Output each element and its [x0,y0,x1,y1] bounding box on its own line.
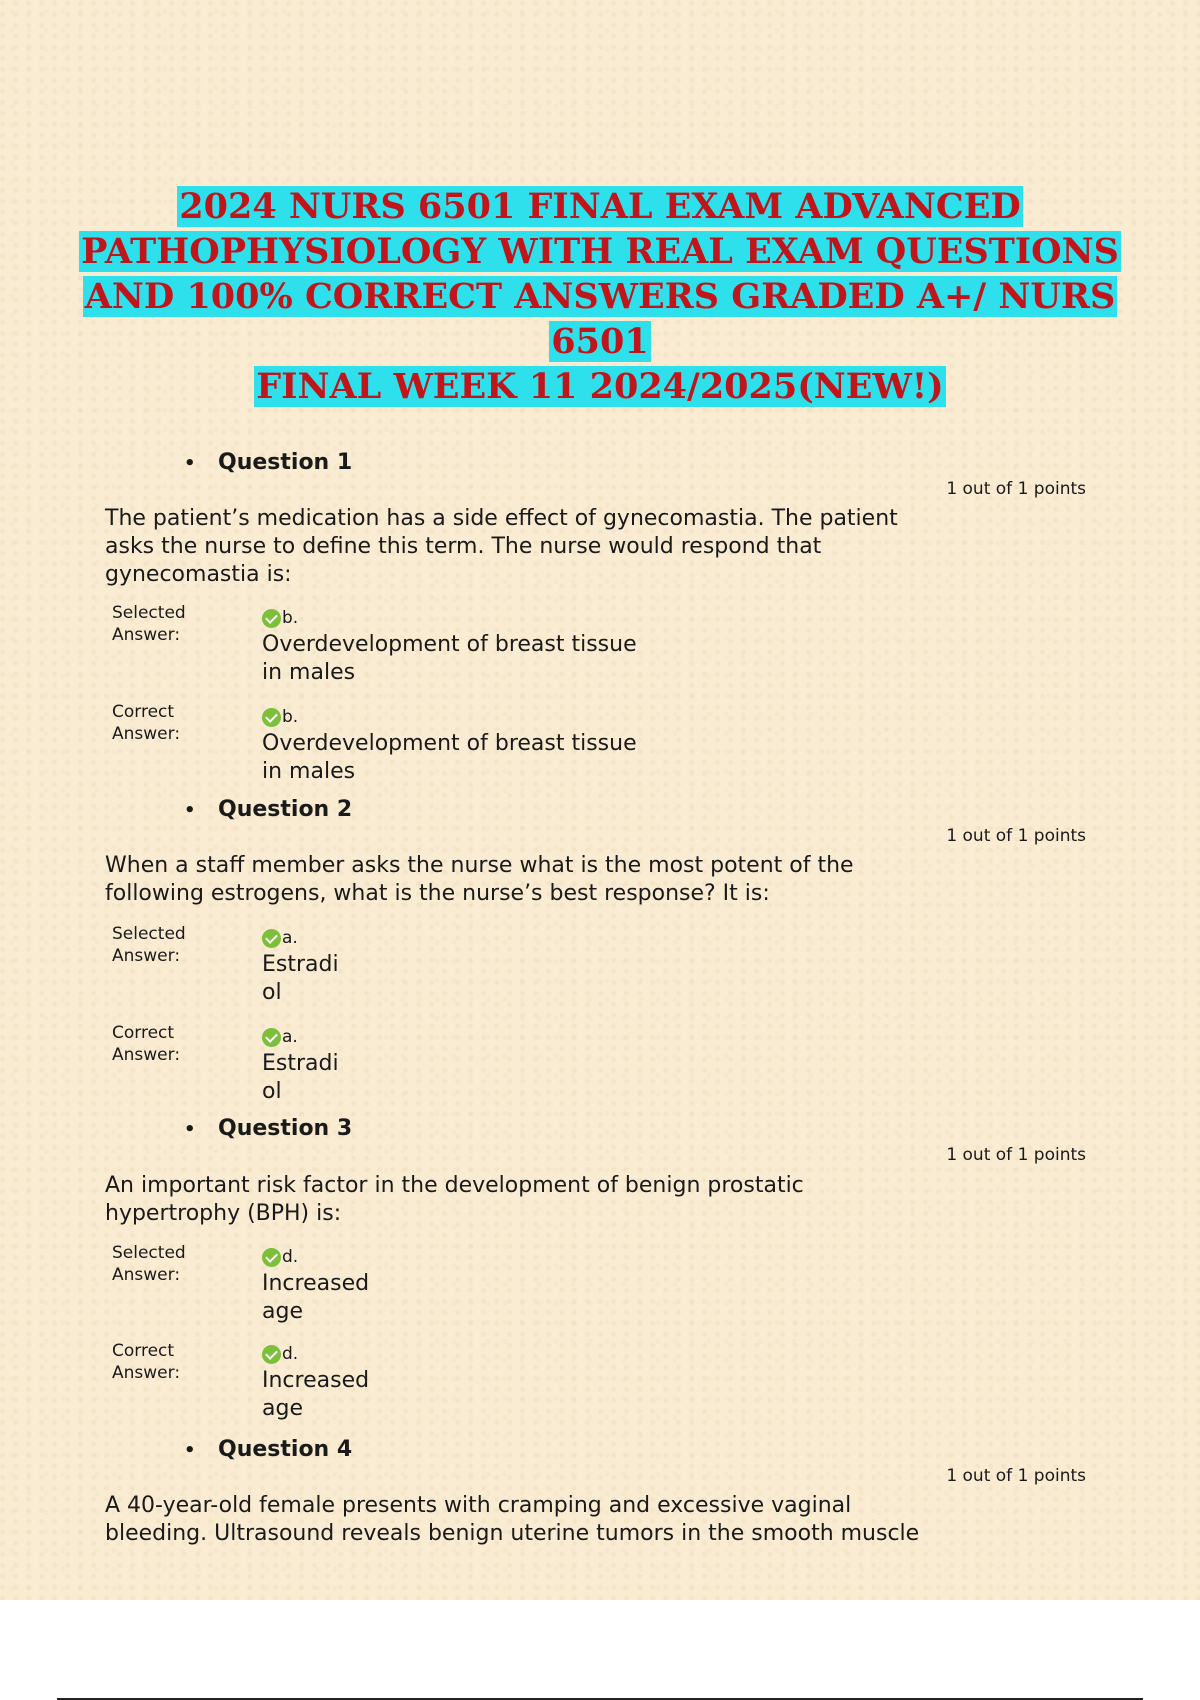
check-icon [262,609,281,628]
question-points: 1 out of 1 points [946,826,1086,846]
check-icon [262,1345,281,1364]
correct-answer-label: Correct Answer: [112,702,181,744]
selected-answer-label: Selected Answer: [112,603,186,645]
answer-letter: d. [282,1344,299,1364]
question-points: 1 out of 1 points [946,1466,1086,1486]
title-line: AND 100% CORRECT ANSWERS GRADED A+/ NURS 6501 [84,276,1116,362]
check-icon [262,1248,281,1267]
bullet: • [184,1440,196,1461]
answer-letter: a. [282,1027,298,1047]
selected-answer [262,607,637,687]
bullet: • [184,800,196,821]
answer-letter: a. [282,928,298,948]
answer-letter: b. [282,707,299,727]
question-text: The patient’s medication has a side effect of gynecomastia. The patient asks the nurse to define this term. The nurse would respond that gynecomastia is: [105,506,898,587]
selected-answer-label: Selected Answer: [112,924,186,966]
check-icon [262,708,281,727]
document-title [40,184,1160,409]
answer-text: Increased age [262,1368,370,1421]
question-text: When a staff member asks the nurse what is the most potent of the following estrogens, what is the nurse’s best response? It is: [105,853,854,906]
selected-answer [262,1246,369,1326]
answer-letter: d. [282,1247,299,1267]
selected-answer [262,927,339,1007]
answer-text: Overdevelopment of breast tissue in males [262,731,637,784]
answer-text: Estradi ol [262,952,339,1005]
question-heading: • Question 1 [184,450,353,475]
check-icon [262,929,281,948]
question-points: 1 out of 1 points [946,479,1086,499]
question-points: 1 out of 1 points [946,1145,1086,1165]
title-line: 2024 NURS 6501 FINAL EXAM ADVANCED [179,186,1021,227]
check-icon [262,1028,281,1047]
title-line: FINAL WEEK 11 2024/2025(NEW!) [256,366,944,407]
bullet: • [184,453,196,474]
question-heading: • Question 4 [184,1437,353,1462]
correct-answer [262,706,637,786]
selected-answer-label: Selected Answer: [112,1243,186,1285]
bullet: • [184,1119,196,1140]
answer-letter: b. [282,608,299,628]
question-heading: • Question 2 [184,797,353,822]
question-text: An important risk factor in the development of benign prostatic hypertrophy (BPH) is: [105,1173,804,1226]
answer-text: Overdevelopment of breast tissue in males [262,632,637,685]
answer-text: Estradi ol [262,1051,339,1104]
answer-text: Increased age [262,1271,370,1324]
correct-answer-label: Correct Answer: [112,1023,181,1065]
question-heading: • Question 3 [184,1116,353,1141]
question-text: A 40-year-old female presents with cramping and excessive vaginal bleeding. Ultrasound reveals benign uterine tumors in the smooth muscle [105,1493,920,1546]
correct-answer-label: Correct Answer: [112,1341,181,1383]
correct-answer [262,1343,369,1423]
correct-answer [262,1026,339,1106]
title-line: PATHOPHYSIOLOGY WITH REAL EXAM QUESTIONS [81,231,1119,272]
